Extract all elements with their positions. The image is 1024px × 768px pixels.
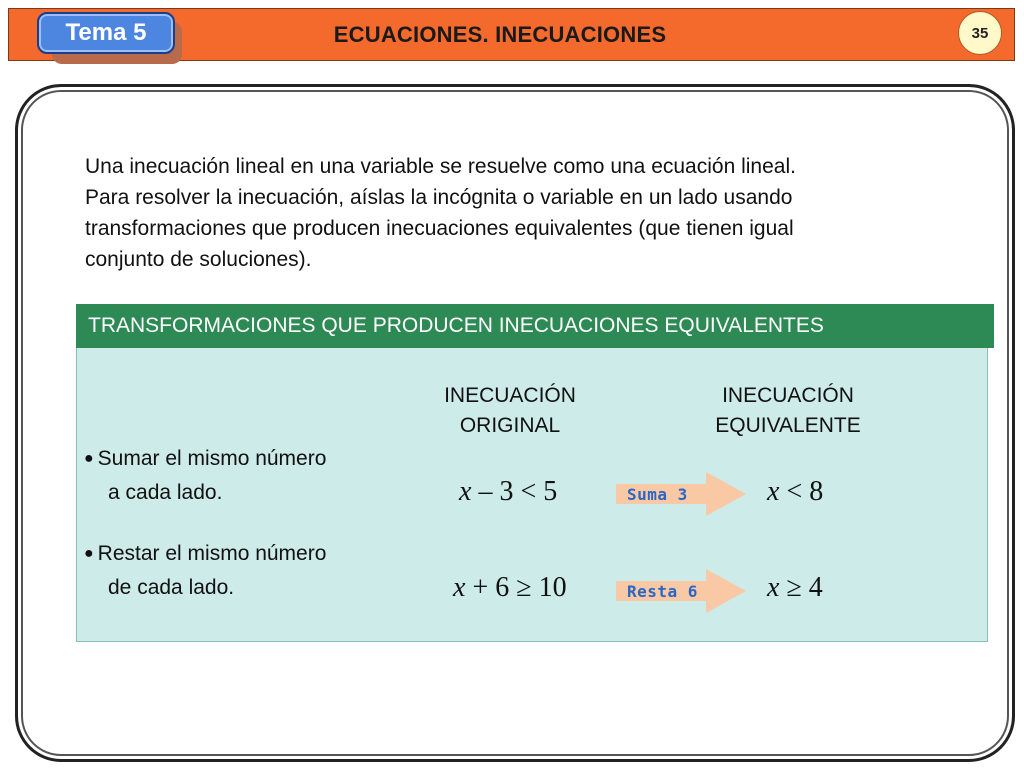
column-header-original (400, 381, 620, 441)
inequality-rest: + 6 ≥ 10 (465, 572, 567, 603)
rule-label: Sumar el mismo número (97, 447, 327, 470)
topic-button[interactable]: Tema 5 (37, 12, 175, 54)
page-number-badge: 35 (958, 11, 1002, 55)
bullet-dot-icon: ● (84, 450, 94, 467)
inequality-rest: ≥ 4 (779, 572, 823, 603)
bullet-dot-icon: ● (84, 545, 94, 562)
variable: x (453, 572, 466, 603)
rule-label: Restar el mismo número (97, 542, 327, 565)
operation-label: Resta 6 (627, 582, 698, 601)
variable: x (767, 572, 780, 603)
column-header-equivalent (678, 381, 898, 441)
operation-label: Suma 3 (627, 485, 688, 504)
transformations-heading: TRANSFORMACIONES QUE PRODUCEN INECUACIONES EQUIVALENTES (76, 304, 994, 348)
rule-line (84, 444, 326, 474)
variable: x (767, 476, 780, 507)
column-header-line: INECUACIÓN (444, 384, 576, 407)
rule-row-2 (84, 539, 326, 603)
column-header-line: ORIGINAL (459, 414, 561, 437)
variable: x (459, 476, 472, 507)
inequality-rest: < 8 (779, 476, 824, 507)
rule-line: de cada lado. (108, 576, 235, 599)
original-inequality-1 (459, 476, 557, 508)
intro-line: transformaciones que producen inecuaciones equivalentes (que tienen igual (85, 217, 794, 240)
page-title: ECUACIONES. INECUACIONES (333, 22, 667, 47)
intro-paragraph (85, 151, 965, 275)
intro-line: Para resolver la inecuación, aíslas la incógnita o variable en un lado usando (85, 186, 793, 209)
column-header-line: INECUACIÓN (722, 384, 854, 407)
rule-line: a cada lado. (108, 481, 223, 504)
inequality-rest: – 3 < 5 (471, 476, 558, 507)
rule-line (84, 539, 326, 569)
column-header-line: EQUIVALENTE (715, 414, 861, 437)
equivalent-inequality-2 (767, 572, 823, 604)
intro-line: Una inecuación lineal en una variable se resuelve como una ecuación lineal. (85, 155, 796, 178)
equivalent-inequality-1 (767, 476, 823, 508)
rule-row-1 (84, 444, 326, 508)
original-inequality-2 (453, 572, 567, 604)
intro-line: conjunto de soluciones). (85, 248, 312, 271)
